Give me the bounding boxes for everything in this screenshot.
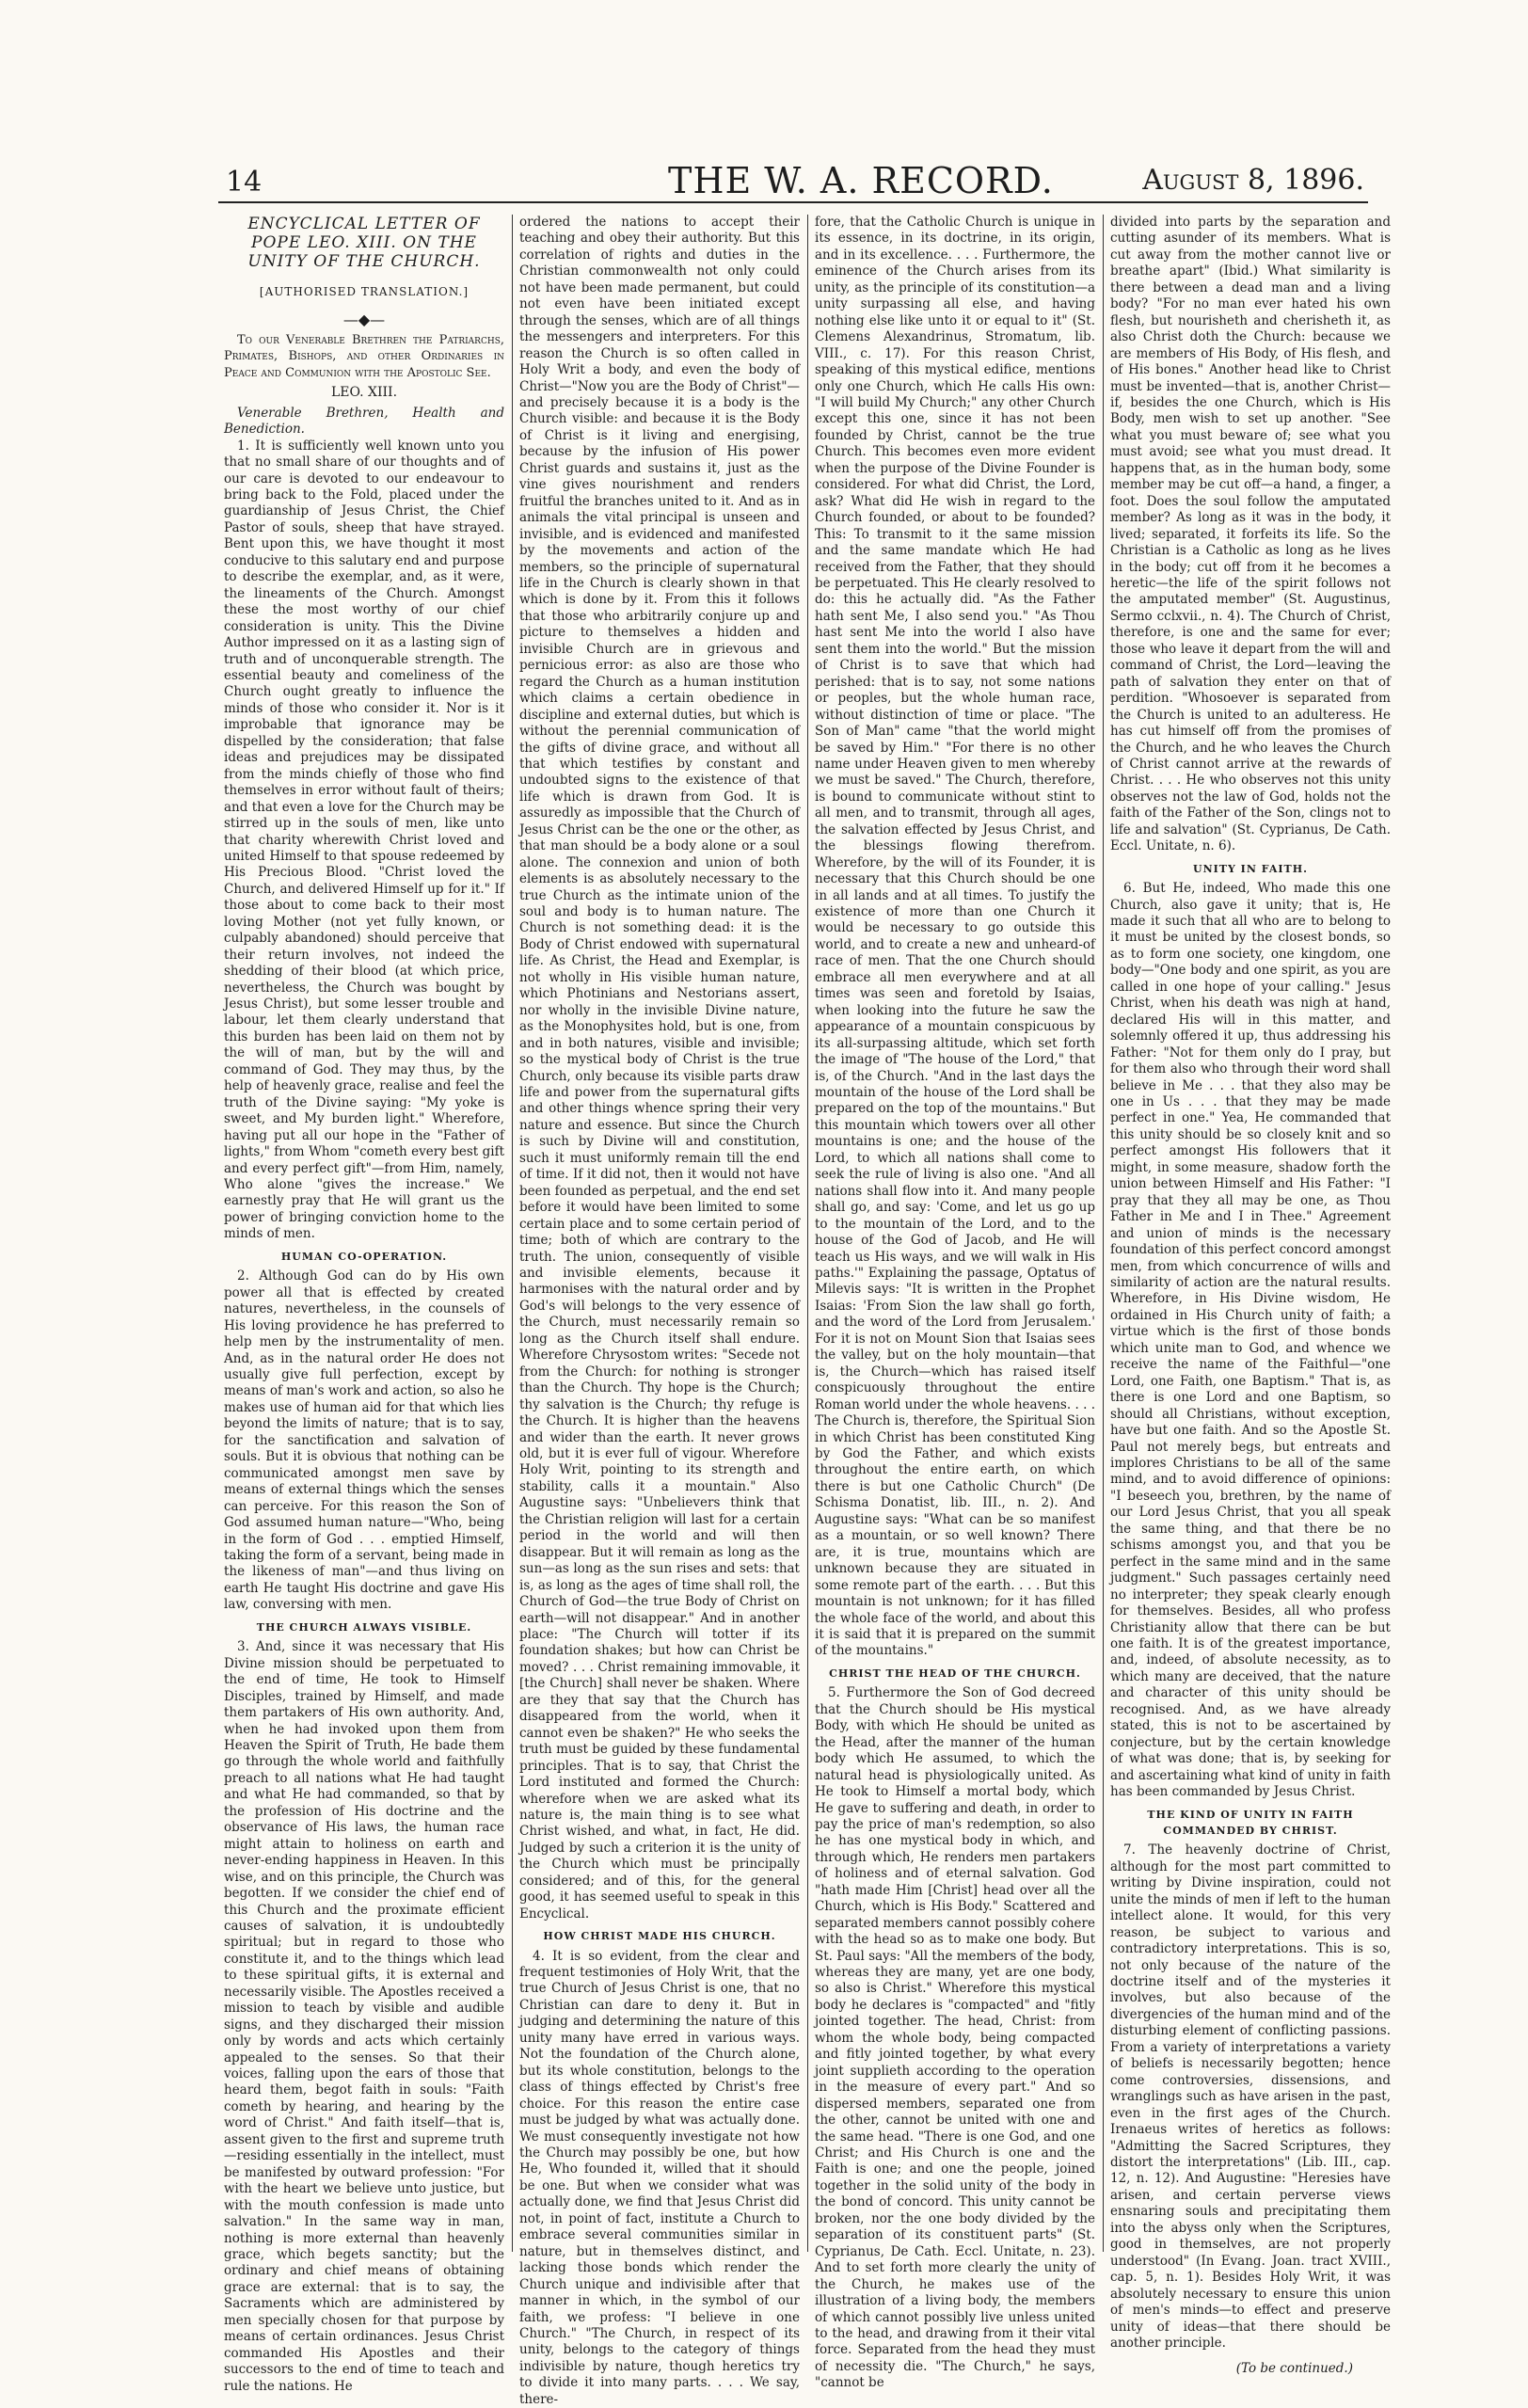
ornament: —◆—: [342, 311, 386, 329]
publication-title: THE W. A. RECORD.: [668, 160, 1054, 201]
section-heading: HUMAN CO-OPERATION.: [280, 1250, 448, 1263]
section-heading: UNITY IN FAITH.: [1193, 862, 1308, 875]
paragraph: divided into parts by the separation and cutting asunder of its members. What is cut away from the mother cannot live or breathe apart" (Ibid.) What similarity is there between a dead man and a living body? "For no man ever hated his own flesh, but nourisheth and cherisheth it, as also Christ doth the Church: because we are members of His Body, of His flesh, and of His bones." Another head like to Christ must be invented—that is, another Christ—if, besides the one Church, which is His Body, men wish to set up another. "See what you must beware of; see what you must avoid; see what you must dread. It happens that, as in the human body, some member may be cut off—a hand, a finger, a foot. Does the soul follow the amputated member? As long as it was in the body, it lived; separated, it forfeits its life. So the Christian is a Catholic as long as he lives in the body; cut off from it he becomes a heretic—the life of the spirit follows not the amputated member" (St. Augustinus, Sermo cclxvii., n. 4). The Church of Christ, therefore, is one and the same for ever; those who leave it depart from the will and command of Christ, the Lord—leaving the path of salvation they enter on that of perdition. "Whosoever is separated from the Church is united to an adulteress. He has cut himself off from the promises of the Church, and he who leaves the Church of Christ cannot arrive at the rewards of Christ. . . . He who observes not this unity observes not the law of God, holds not the faith of the Father of the Son, clings not to life and salvation" (St. Cyprianus, De Cath. Eccl. Unitate, n. 6).: [1110, 215, 1391, 854]
section-heading: THE KIND OF UNITY IN FAITH COMMANDED BY CHRIST.: [1147, 1808, 1354, 1837]
column-3: [815, 215, 1095, 2391]
column-divider: [807, 215, 808, 2252]
paragraph: 7. The heavenly doctrine of Christ, although for the most part committed to writing by Divine inspiration, could not unite the minds of men if left to the human intellect alone. It would, for this very reason, be subject to various and contradictory interpretations. This is so, not only because of the nature of the doctrine itself and of the mysteries it involves, but also because of the divergencies of the human mind and of the disturbing element of conflicting passions. From a variety of interpretations a variety of beliefs is necessarily begotten; hence come controversies, dissensions, and wranglings such as have arisen in the past, even in the first ages of the Church. Irenaeus writes of heretics as follows: "Admitting the Sacred Scriptures, they distort the interpretations" (Lib. III., cap. 12, n. 12). And Augustine: "Heresies have arisen, and certain perverse views ensnaring souls and precipitating them into the abyss only when the Scriptures, good in themselves, are not properly understood" (In Evang. Joan. tract XVIII., cap. 5, n. 1). Besides Holy Writ, it was absolutely necessary to ensure this union of men's minds—to effect and preserve unity of ideas—that there should be another principle.: [1110, 1842, 1391, 2351]
paragraph: 2. Although God can do by His own power all that is effected by created natures, nevertheless, in the counsels of His loving providence he has preferred to help men by the instrumentality of men. And, as in the natural order He does not usually give full perfection, except by means of man's work and action, so also he makes use of human aid for that which lies beyond the limits of nature; that is to say, for the sanctification and salvation of souls. But it is obvious that nothing can be communicated amongst men save by means of external things which the senses can perceive. For this reason the Son of God assumed human nature—"Who, being in the form of God . . . emptied Himself, taking the form of a servant, being made in the likeness of man"—and thus living on earth He taught His doctrine and gave His law, conversing with men.: [224, 1268, 504, 1613]
paragraph: 3. And, since it was necessary that His Divine mission should be perpetuated to the end of time, He took to Himself Disciples, trained by Himself, and made them partakers of His own authority. And, when he had invoked upon them from Heaven the Spirit of Truth, He bade them go through the whole world and faithfully preach to all nations what He had taught and what He had commanded, so that by the profession of His doctrine and the observance of His laws, the human race might attain to holiness on earth and never-ending happiness in Heaven. In this wise, and on this principle, the Church was begotten. If we consider the chief end of this Church and the proximate efficient causes of salvation, it is undoubtedly spiritual; but in regard to those who constitute it, and to the things which lead to these spiritual gifts, it is external and necessarily visible. The Apostles received a mission to teach by visible and audible signs, and they discharged their mission only by words and acts which certainly appealed to the senses. So that their voices, falling upon the ears of those that heard them, begot faith in souls: "Faith cometh by hearing, and hearing by the word of Christ." And faith itself—that is, assent given to the first and supreme truth—residing essentially in the intellect, must be manifested by outward profession: "For with the heart we believe unto justice, but with the mouth confession is made unto salvation." In the same way in man, nothing is more external than heavenly grace, which begets sanctity; but the ordinary and chief means of obtaining grace are external: that is to say, the Sacraments which are administered by men specially chosen for that purpose by means of certain ordinances. Jesus Christ commanded His Apostles and their successors to the end of time to teach and rule the nations. He: [224, 1639, 504, 2394]
continued-note: (To be continued.): [1235, 2361, 1353, 2377]
column-1: [224, 215, 504, 2394]
page-number: 14: [226, 166, 263, 199]
paragraph: 1. It is sufficiently well known unto you that no small share of our thoughts and of our care is devoted to our endeavour to bring back to the Fold, placed under the guardianship of Jesus Christ, the Chief Pastor of souls, sheep that have strayed. Bent upon this, we have thought it most conducive to this salutary end and purpose to describe the exemplar, and, as it were, the lineaments of the Church. Amongst these the most worthy of our chief consideration is unity. This the Divine Author impressed on it as a lasting sign of truth and of unconquerable strength. The essential beauty and comeliness of the Church ought greatly to influence the minds of those who consider it. Nor is it improbable that ignorance may be dispelled by the consideration; that false ideas and prejudices may be dissipated from the minds chiefly of those who find themselves in error without fault of theirs; and that even a love for the Church may be stirred up in the souls of men, like unto that charity wherewith Christ loved and united Himself to that spouse redeemed by His Precious Blood. "Christ loved the Church, and delivered Himself up for it." If those about to come back to their most loving Mother (not yet fully known, or culpably abandoned) should perceive that their return involves, not indeed the shedding of their blood (at which price, nevertheless, the Church was bought by Jesus Christ), but some lesser trouble and labour, let them clearly understand that this burden has been laid on them not by the will of man, but by the will and command of God. They may thus, by the help of heavenly grace, realise and feel the truth of the Divine saying: "My yoke is sweet, and My burden light." Wherefore, having put all our hope in the "Father of lights," from Whom "cometh every best gift and every perfect gift"—from Him, namely, Who alone "gives the increase." We earnestly pray that He will grant us the power of bringing conviction home to the minds of men.: [224, 438, 504, 1242]
paragraph: 6. But He, indeed, Who made this one Church, also gave it unity; that is, He made it such that all who are to belong to it must be united by the closest bonds, so as to form one society, one kingdom, one body—"One body and one spirit, as you are called in one hope of your calling." Jesus Christ, when his death was nigh at hand, declared His will in this matter, and solemnly offered it up, thus addressing his Father: "Not for them only do I pray, but for them also who through their word shall believe in Me . . . that they also may be one in Us . . . that they may be made perfect in one." Yea, He commanded that this unity should be so closely knit and so perfect amongst His followers that it might, in some measure, shadow forth the union between Himself and His Father: "I pray that they all may be one, as Thou Father in Me and I in Thee." Agreement and union of minds is the necessary foundation of this perfect concord amongst men, from which concurrence of wills and similarity of action are the natural results. Wherefore, in His Divine wisdom, He ordained in His Church unity of faith; a virtue which is the first of those bonds which unite man to God, and whence we receive the name of the Faithful—"one Lord, one Faith, one Baptism." That is, as there is one Lord and one Baptism, so should all Christians, without exception, have but one faith. And so the Apostle St. Paul not merely begs, but entreats and implores Christians to be all of the same mind, and to avoid difference of opinions: "I beseech you, brethren, by the name of our Lord Jesus Christ, that you all speak the same thing, and that there be no schisms amongst you, and that you be perfect in the same mind and in the same judgment." Such passages certainly need no interpreter; they speak clearly enough for themselves. Besides, all who profess Christianity allow that there can be but one faith. It is of the greatest importance, and, indeed, of absolute necessity, as to which many are deceived, that the nature and character of this unity should be recognised. And, as we have already stated, this is not to be ascertained by conjecture, but by the certain knowledge of what was done; that is, by seeking for and ascertaining what kind of unity in faith has been commanded by Jesus Christ.: [1110, 881, 1391, 1800]
paragraph: 5. Furthermore the Son of God decreed that the Church should be His mystical Body, with which He should be united as the Head, after the manner of the human body which He assumed, to which the natural head is physiologically united. As He took to Himself a mortal body, which He gave to suffering and death, in order to pay the price of man's redemption, so also he has one mystical body in which, and through which, He renders men partakers of holiness and of eternal salvation. God "hath made Him [Christ] head over all the Church, which is His Body." Scattered and separated members cannot possibly cohere with the head so as to make one body. But St. Paul says: "All the members of the body, whereas they are many, yet are one body, so also is Christ." Wherefore this mystical body he declares is "compacted" and "fitly jointed together. The head, Christ: from whom the whole body, being compacted and fitly jointed together, by what every joint supplieth according to the operation in the measure of every part." And so dispersed members, separated one from the other, cannot be united with one and the same head. "There is one God, and one Christ; and His Church is one and the Faith is one; and one the people, joined together in the solid unity of the body in the bond of concord. This unity cannot be broken, nor the one body divided by the separation of its constituent parts" (St. Cyprianus, De Cath. Eccl. Unitate, n. 23). And to set forth more clearly the unity of the Church, he makes use of the illustration of a living body, the members of which cannot possibly live unless united to the head, and drawing from it their vital force. Separated from the head they must of necessity die. "The Church," he says, "cannot be: [815, 1685, 1095, 2391]
masthead: [226, 158, 1364, 199]
section-heading: CHRIST THE HEAD OF THE CHURCH.: [829, 1666, 1081, 1680]
paragraph: fore, that the Catholic Church is unique in its essence, in its doctrine, in its origin, and in its excellence. . . . Furthermore, the eminence of the Church arises from its unity, as the principle of its constitution—a unity surpassing all else, and having nothing else like unto it or equal to it" (St. Clemens Alexandrinus, Stromatum, lib. VIII., c. 17). For this reason Christ, speaking of this mystical edifice, mentions only one Church, which He calls His own: "I will build My Church;" any other Church except this one, since it has not been founded by Christ, cannot be the true Church. This becomes even more evident when the purpose of the Divine Founder is considered. For what did Christ, the Lord, ask? What did He wish in regard to the Church founded, or about to be founded? This: To transmit to it the same mission and the same mandate which He had received from the Father, that they should be perpetuated. This He clearly resolved to do: this he actually did. "As the Father hath sent Me, I also send you." "As Thou hast sent Me into the world I also have sent them into the world." But the mission of Christ is to save that which had perished: that is to say, not some nations or peoples, but the whole human race, without distinction of time or place. "The Son of Man" came "that the world might be saved by Him." "For there is no other name under Heaven given to men whereby we must be saved." The Church, therefore, is bound to communicate without stint to all men, and to transmit, through all ages, the salvation effected by Jesus Christ, and the blessings flowing therefrom. Wherefore, by the will of its Founder, it is necessary that this Church should be one in all lands and at all times. To justify the existence of more than one Church it would be necessary to go outside this world, and to create a new and unheard-of race of men. That the one Church should embrace all men everywhere and at all times was seen and foretold by Isaias, when looking into the future he saw the appearance of a mountain conspicuous by its all-surpassing altitude, which set forth the image of "The house of the Lord," that is, of the Church. "And in the last days the mountain of the house of the Lord shall be prepared on the top of the mountains." But this mountain which towers over all other mountains is one; and the house of the Lord, to which all nations shall come to seek the rule of living is also one. "And all nations shall flow into it. And many people shall go, and say: 'Come, and let us go up to the mountain of the Lord, and to the house of the God of Jacob, and He will teach us His ways, and we will walk in His paths.'" Explaining the passage, Optatus of Milevis says: "It is written in the Prophet Isaias: 'From Sion the law shall go forth, and the word of the Lord from Jerusalem.' For it is not on Mount Sion that Isaias sees the valley, but on the holy mountain—that is, the Church—which has raised itself conspicuously throughout the entire Roman world under the whole heavens. . . . The Church is, therefore, the Spiritual Sion in which Christ has been constituted King by God the Father, and which exists throughout the entire earth, on which there is but one Catholic Church" (De Schisma Donatist, lib. III., n. 2). And Augustine says: "What can be so manifest as a mountain, or so well known? There are, it is true, mountains which are unknown because they are situated in some remote part of the earth. . . . But this mountain is not unknown; for it has filled the whole face of the world, and about this it is said that it is prepared on the summit of the mountains.": [815, 215, 1095, 1659]
paragraph: 4. It is so evident, from the clear and frequent testimonies of Holy Writ, that the true Church of Jesus Christ is one, that no Christian can dare to deny it. But in judging and determining the nature of this unity many have erred in various ways. Not the foundation of the Church alone, but its whole constitution, belongs to the class of things effected by Christ's free choice. For this reason the entire case must be judged by what was actually done. We must consequently investigate not how the Church may possibly be one, but how He, Who founded it, willed that it should be one. But when we consider what was actually done, we find that Jesus Christ did not, in point of fact, institute a Church to embrace several communities similar in nature, but in themselves distinct, and lacking those bonds which render the Church unique and indivisible after that manner in which, in the symbol of our faith, we profess: "I believe in one Church." "The Church, in respect of its unity, belongs to the category of things indivisible by nature, though heretics try to divide it into many parts. . . . We say, there-: [519, 1948, 800, 2407]
article-title: ENCYCLICAL LETTER OF POPE LEO. XIII. ON THE UNITY OF THE CHURCH.: [247, 215, 481, 271]
authorised-translation: [AUTHORISED TRANSLATION.]: [259, 285, 470, 298]
column-4: [1110, 215, 1391, 2377]
pope-name: LEO. XIII.: [330, 385, 398, 401]
address: To our Venerable Brethren the Patriarchs, Primates, Bishops, and other Ordinaries in Peace and Communion with the Apostolic See.: [224, 332, 504, 380]
column-divider: [512, 215, 513, 2252]
column-2: [519, 215, 800, 2407]
masthead-rule: [218, 201, 1368, 203]
column-divider: [1103, 215, 1104, 2252]
section-heading: THE CHURCH ALWAYS VISIBLE.: [256, 1620, 472, 1634]
salutation: Venerable Brethren, Health and Benediction.: [224, 405, 504, 438]
section-heading: HOW CHRIST MADE HIS CHURCH.: [543, 1930, 776, 1943]
issue-date: August 8, 1896.: [1142, 164, 1364, 197]
paragraph: ordered the nations to accept their teaching and obey their authority. But this correlation of rights and duties in the Christian commonwealth not only could not have been made permanent, but could not even have been initiated except through the senses, which are of all things the messengers and interpreters. For this reason the Church is so often called in Holy Writ a body, and even the body of Christ—"Now you are the Body of Christ"—and precisely because it is a body is the Church visible: and because it is the Body of Christ is it living and energising, because by the infusion of His power Christ guards and sustains it, just as the vine gives nourishment and renders fruitful the branches united to it. And as in animals the vital principal is unseen and invisible, and is evidenced and manifested by the movements and action of the members, so the principle of supernatural life in the Church is clearly shown in that which is done by it. From this it follows that those who arbitrarily conjure up and picture to themselves a hidden and invisible Church are in grievous and pernicious error: as also are those who regard the Church as a human institution which claims a certain obedience in discipline and external duties, but which is without the perennial communication of the gifts of divine grace, and without all that which testifies by constant and undoubted signs to the existence of that life which is drawn from God. It is assuredly as impossible that the Church of Jesus Christ can be the one or the other, as that man should be a body alone or a soul alone. The connexion and union of both elements is as absolutely necessary to the true Church as the intimate union of the soul and body is to human nature. The Church is not something dead: it is the Body of Christ endowed with supernatural life. As Christ, the Head and Exemplar, is not wholly in His visible human nature, which Photinians and Nestorians assert, nor wholly in the invisible Divine nature, as the Monophysites hold, but is one, from and in both natures, visible and invisible; so the mystical body of Christ is the true Church, only because its visible parts draw life and power from the supernatural gifts and other things whence spring their very nature and essence. But since the Church is such by Divine will and constitution, such it must uniformly remain till the end of time. If it did not, then it would not have been founded as perpetual, and the end set before it would have been limited to some certain place and to some certain period of time; both of which are contrary to the truth. The union, consequently of visible and invisible elements, because it harmonises with the natural order and by God's will belongs to the very essence of the Church, must necessarily remain so long as the Church itself shall endure. Wherefore Chrysostom writes: "Secede not from the Church: for nothing is stronger than the Church. Thy hope is the Church; thy salvation is the Church; thy refuge is the Church. It is higher than the heavens and wider than the earth. It never grows old, but it is ever full of vigour. Wherefore Holy Writ, pointing to its strength and stability, calls it a mountain." Also Augustine says: "Unbelievers think that the Christian religion will last for a certain period in the world and will then disappear. But it will remain as long as the sun—as long as the sun rises and sets: that is, as long as the ages of time shall roll, the Church of God—the true Body of Christ on earth—will not disappear." And in another place: "The Church will totter if its foundation shakes; but how can Christ be moved? . . . Christ remaining immovable, it [the Church] shall never be shaken. Where are they that say that the Church has disappeared from the world, when it cannot even be shaken?" He who seeks the truth must be guided by these fundamental principles. That is to say, that Christ the Lord instituted and formed the Church: wherefore when we are asked what its nature is, the main thing is to see what Christ wished, and what, in fact, He did. Judged by such a criterion it is the unity of the Church which must be principally considered; and of this, for the general good, it has seemed useful to speak in this Encyclical.: [519, 215, 800, 1922]
